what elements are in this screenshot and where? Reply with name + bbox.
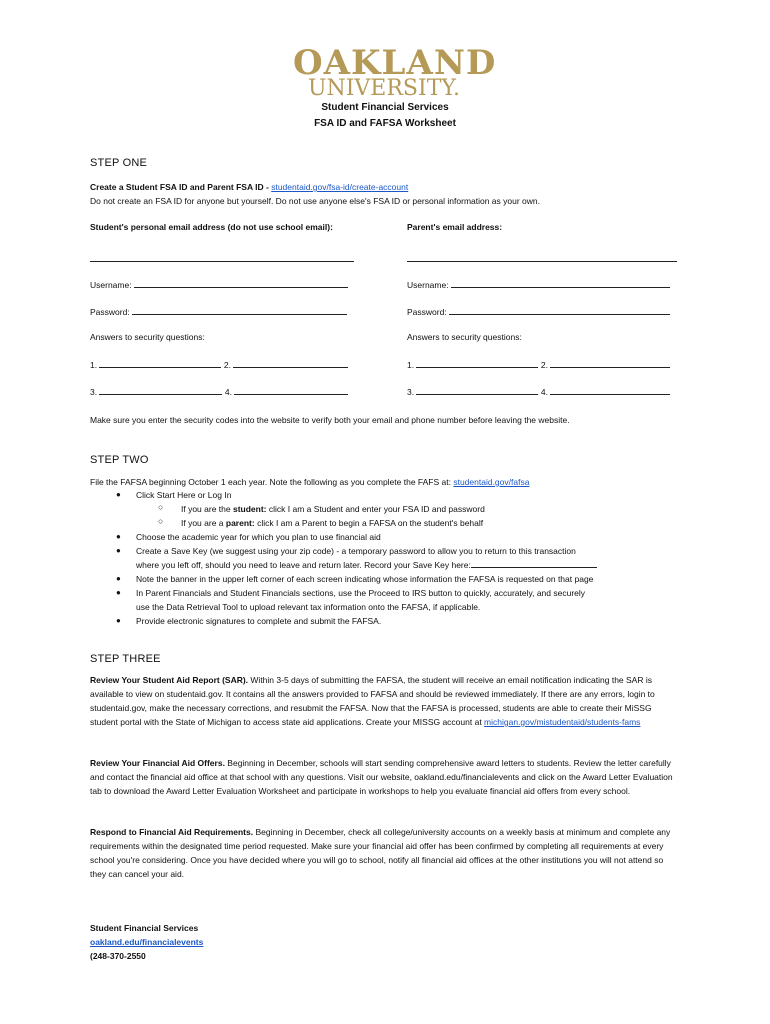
bullet-icon: ● <box>116 490 121 499</box>
review-sar-paragraph <box>90 673 678 729</box>
bullet-icon: ● <box>116 574 121 583</box>
review-sar-heading: Review Your Student Aid Report (SAR). <box>90 675 249 685</box>
student-username-label: Username: <box>90 280 132 290</box>
answer-number: 3. <box>407 387 415 397</box>
step-two-bullet-2: Choose the academic year for which you plan to use financial aid <box>136 532 381 542</box>
student-answer-1-field[interactable] <box>99 358 221 368</box>
review-sar-text: Within 3-5 days of submitting the FAFSA, the student will receive an email notification indicating the SAR is available to view on studentaid.gov. It contains all the answers provided to FAFSA and should be reviewed immediately. If there are any errors, login to studentaid.gov, make the necessary corrections, and resubmit the FAFSA. Now that the FAFSA is processed, students are able to create their MiSSG student portal with the State of Michigan to access state aid applications. Create your MISSG account at <box>90 675 655 727</box>
student-username-field[interactable] <box>134 278 348 288</box>
parent-answer-2-field[interactable] <box>550 358 670 368</box>
parent-password-label: Password: <box>407 307 447 317</box>
sub-parent-bold: parent: <box>225 518 255 528</box>
fafsa-intro <box>90 475 529 489</box>
oakland-university-logo <box>293 43 497 101</box>
student-answer-4-field[interactable] <box>234 385 348 395</box>
fafsa-link[interactable]: studentaid.gov/fafsa <box>453 477 530 487</box>
sub-parent-prefix: If you are a <box>181 518 226 528</box>
requirements-text: Beginning in December, check all college/university accounts on a weekly basis at minimum and complete any requirements within the designated time period requested. Make sure your financial aid offer has been confirmed by completing all requirements at every school you're considering. Once you have decided where you will go to school, notify all financial aid offices at the other institutions you will not attend so they can cancel your aid. <box>90 827 671 879</box>
student-password-field[interactable] <box>132 305 347 315</box>
requirements-heading: Respond to Financial Aid Requirements. <box>90 827 254 837</box>
step-two-bullet-4: Note the banner in the upper left corner of each screen indicating whose information the FAFSA is requested on that page <box>136 574 594 584</box>
parent-username-label: Username: <box>407 280 449 290</box>
step-two-bullet-5a: In Parent Financials and Student Financials sections, use the Proceed to IRS button to quickly, accurately, and securely <box>136 588 586 598</box>
student-password-label: Password: <box>90 307 130 317</box>
parent-security-row-2 <box>407 385 670 397</box>
student-security-row-1 <box>90 358 348 370</box>
create-fsa-id-label: Create a Student FSA ID and Parent FSA ID - <box>90 182 272 192</box>
answer-number: 3. <box>90 387 98 397</box>
financial-aid-offers-text: Beginning in December, schools will start sending comprehensive award letters to students. Review the letter carefully and contact the financial aid office at that school with any questions. Visit our website, oakland.edu/financialevents and click on the Award Letter Evaluation tab to download the Award Letter Evaluation Worksheet and participate in workshops to help you evaluate financial aid offers from every school. <box>90 758 673 796</box>
step-two-heading: STEP TWO <box>90 454 149 466</box>
create-account-link[interactable]: studentaid.gov/fsa-id/create-account <box>271 182 409 192</box>
step-two-bullet-1: Click Start Here or Log In <box>136 490 232 500</box>
requirements-paragraph <box>90 825 678 881</box>
step-two-sub-student <box>181 502 485 516</box>
circle-bullet-icon: ○ <box>158 502 164 512</box>
footer-website-link[interactable]: oakland.edu/financialevents <box>90 937 204 947</box>
parent-email-label: Parent's email address: <box>407 222 503 232</box>
student-answer-3-field[interactable] <box>99 385 222 395</box>
footer-phone: (248-370-2550 <box>90 951 146 961</box>
student-username-row <box>90 278 348 290</box>
parent-password-field[interactable] <box>449 305 670 315</box>
parent-username-row <box>407 278 670 290</box>
financial-aid-offers-heading: Review Your Financial Aid Offers. <box>90 758 225 768</box>
step-one-heading: STEP ONE <box>90 157 148 169</box>
answer-number: 4. <box>224 387 232 397</box>
sub-student-prefix: If you are the <box>181 504 233 514</box>
missg-link[interactable]: michigan.gov/mistudentaid/students-fams <box>484 717 641 727</box>
sub-student-bold: student: <box>232 504 267 514</box>
footer-office: Student Financial Services <box>90 923 199 933</box>
document-title: FSA ID and FAFSA Worksheet <box>314 118 456 129</box>
step-two-bullet-3a: Create a Save Key (we suggest using your zip code) - a temporary password to allow you to return to this transaction <box>136 546 576 556</box>
financial-aid-offers-paragraph <box>90 756 678 798</box>
student-security-label: Answers to security questions: <box>90 332 205 342</box>
student-email-field[interactable] <box>90 261 354 262</box>
fafsa-intro-text: File the FAFSA beginning October 1 each year. Note the following as you complete the FAFS at: <box>90 477 454 487</box>
sub-student-text: click I am a Student and enter your FSA ID and password <box>266 504 485 514</box>
create-fsa-id-line <box>90 180 408 194</box>
office-title: Student Financial Services <box>321 102 449 113</box>
parent-password-row <box>407 305 670 317</box>
bullet-icon: ● <box>116 532 121 541</box>
student-email-label: Student's personal email address (do not use school email): <box>90 222 333 232</box>
footer-link-row <box>90 935 203 949</box>
save-key-field[interactable] <box>471 558 597 568</box>
parent-answer-4-field[interactable] <box>550 385 670 395</box>
fsa-id-warning: Do not create an FSA ID for anyone but yourself. Do not use anyone else's FSA ID or personal information as your own. <box>90 196 541 206</box>
bullet-icon: ● <box>116 588 121 597</box>
bullet-icon: ● <box>116 616 121 625</box>
step-two-bullet-5b: use the Data Retrieval Tool to upload relevant tax information onto the FAFSA, if applicable. <box>136 602 481 612</box>
step-two-sub-parent <box>181 516 483 530</box>
security-codes-note: Make sure you enter the security codes into the website to verify both your email and phone number before leaving the website. <box>90 415 570 425</box>
circle-bullet-icon: ○ <box>158 516 164 526</box>
student-answer-2-field[interactable] <box>233 358 348 368</box>
parent-security-label: Answers to security questions: <box>407 332 522 342</box>
answer-number: 4. <box>540 387 548 397</box>
sub-parent-text: click I am a Parent to begin a FAFSA on the student's behalf <box>254 518 484 528</box>
save-key-text: where you left off, should you need to leave and return later. Record your Save Key here: <box>136 560 471 570</box>
parent-username-field[interactable] <box>451 278 670 288</box>
parent-answer-1-field[interactable] <box>416 358 538 368</box>
logo-wordmark-university: UNIVERSITY. <box>307 76 461 101</box>
logo-wordmark-oakland: OAKLAND <box>293 43 497 83</box>
parent-answer-3-field[interactable] <box>416 385 538 395</box>
parent-email-field[interactable] <box>407 261 677 262</box>
step-three-heading: STEP THREE <box>90 653 161 665</box>
answer-number: 1. <box>90 360 98 370</box>
answer-number: 2. <box>223 360 231 370</box>
bullet-icon: ● <box>116 546 121 555</box>
student-security-row-2 <box>90 385 348 397</box>
step-two-bullet-3b <box>136 558 597 572</box>
parent-security-row-1 <box>407 358 670 370</box>
answer-number: 1. <box>407 360 415 370</box>
student-password-row <box>90 305 347 317</box>
step-two-bullet-6: Provide electronic signatures to complete and submit the FAFSA. <box>136 616 382 626</box>
answer-number: 2. <box>540 360 548 370</box>
